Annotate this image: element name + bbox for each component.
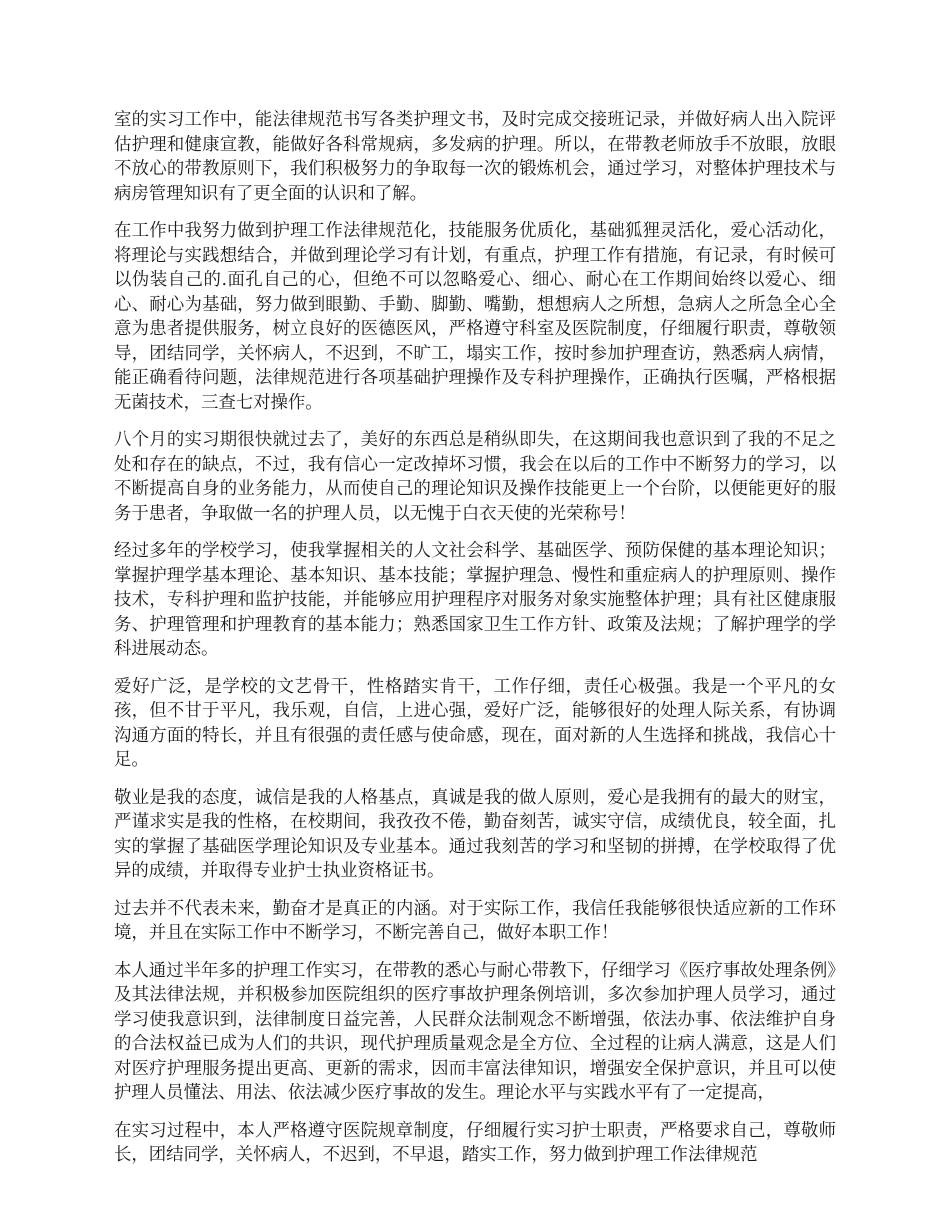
paragraph: 在工作中我努力做到护理工作法律规范化，技能服务优质化，基础狐狸灵活化，爱心活动化，将理论与实践想结合，并做到理论学习有计划，有重点，护理工作有措施，有记录，有时候可以伪装自己的.面孔自己的心，但绝不可以忽略爱心、细心、耐心在工作期间始终以爱心、细心、耐心为基础，努力做到眼勤、手勤、脚勤、嘴勤，想想病人之所想，急病人之所急全心全意为患者提供服务，树立良好的医德医风，严格遵守科室及医院制度，仔细履行职责，尊敬领导，团结同学，关怀病人，不迟到，不旷工，塌实工作，按时参加护理查访，熟悉病人病情，能正确看待问题，法律规范进行各项基础护理操作及专科护理操作，正确执行医嘱，严格根据无菌技术，三查七对操作。 [114,221,836,413]
paragraph: 八个月的实习期很快就过去了，美好的东西总是稍纵即失，在这期间我也意识到了我的不足之处和存在的缺点，不过，我有信心一定改掉坏习惯，我会在以后的工作中不断努力的学习，以不断提高自身的业务能力，从而使自己的理论知识及操作技能更上一个台阶，以便能更好的服务于患者，争取做一名的护理人员，以无愧于白衣天使的光荣称号！ [114,430,836,524]
paragraph: 爱好广泛，是学校的文艺骨干，性格踏实肯干，工作仔细，责任心极强。我是一个平凡的女孩，但不甘于平凡，我乐观，自信，上进心强，爱好广泛，能够很好的处理人际关系，有协调沟通方面的特长，并且有很强的责任感与使命感，现在，面对新的人生选择和挑战，我信心十足。 [114,676,836,770]
paragraph: 室的实习工作中，能法律规范书写各类护理文书，及时完成交接班记录，并做好病人出入院评估护理和健康宣教，能做好各科常规病，多发病的护理。所以，在带教老师放手不放眼，放眼不放心的带教原则下，我们积极努力的争取每一次的锻炼机会，通过学习，对整体护理技术与病房管理知识有了更全面的认识和了解。 [114,110,836,204]
paragraph: 过去并不代表未来，勤奋才是真正的内涵。对于实际工作，我信任我能够很快适应新的工作环境，并且在实际工作中不断学习，不断完善自己，做好本职工作！ [114,898,836,943]
paragraph: 本人通过半年多的护理工作实习，在带教的悉心与耐心带教下，仔细学习《医疗事故处理条例》及其法律法规，并积极参加医院组织的医疗事故护理条例培训，多次参加护理人员学习，通过学习使我意识到，法律制度日益完善，人民群众法制观念不断增强，依法办事、依法维护自身的合法权益已成为人们的共识，现代护理质量观念是全方位、全过程的让病人满意，这是人们对医疗护理服务提出更高、更新的需求，因而丰富法律知识，增强安全保护意识，并且可以使护理人员懂法、用法、依法减少医疗事故的发生。理论水平与实践水平有了一定提高， [114,960,836,1103]
paragraph: 敬业是我的态度，诚信是我的人格基点，真诚是我的做人原则，爱心是我拥有的最大的财宝，严谨求实是我的性格，在校期间，我孜孜不倦，勤奋刻苦，诚实守信，成绩优良，较全面，扎实的掌握了基础医学理论知识及专业基本。通过我刻苦的学习和坚韧的拼搏，在学校取得了优异的成绩，并取得专业护士执业资格证书。 [114,787,836,881]
paragraph: 在实习过程中，本人严格遵守医院规章制度，仔细履行实习护士职责，严格要求自己，尊敬师长，团结同学，关怀病人，不迟到，不早退，踏实工作，努力做到护理工作法律规范 [114,1120,836,1165]
paragraph: 经过多年的学校学习，使我掌握相关的人文社会科学、基础医学、预防保健的基本理论知识；掌握护理学基本理论、基本知识、基本技能；掌握护理急、慢性和重症病人的护理原则、操作技术，专科护理和监护技能，并能够应用护理程序对服务对象实施整体护理；具有社区健康服务、护理管理和护理教育的基本能力；熟悉国家卫生工作方针、政策及法规；了解护理学的学科进展动态。 [114,541,836,659]
